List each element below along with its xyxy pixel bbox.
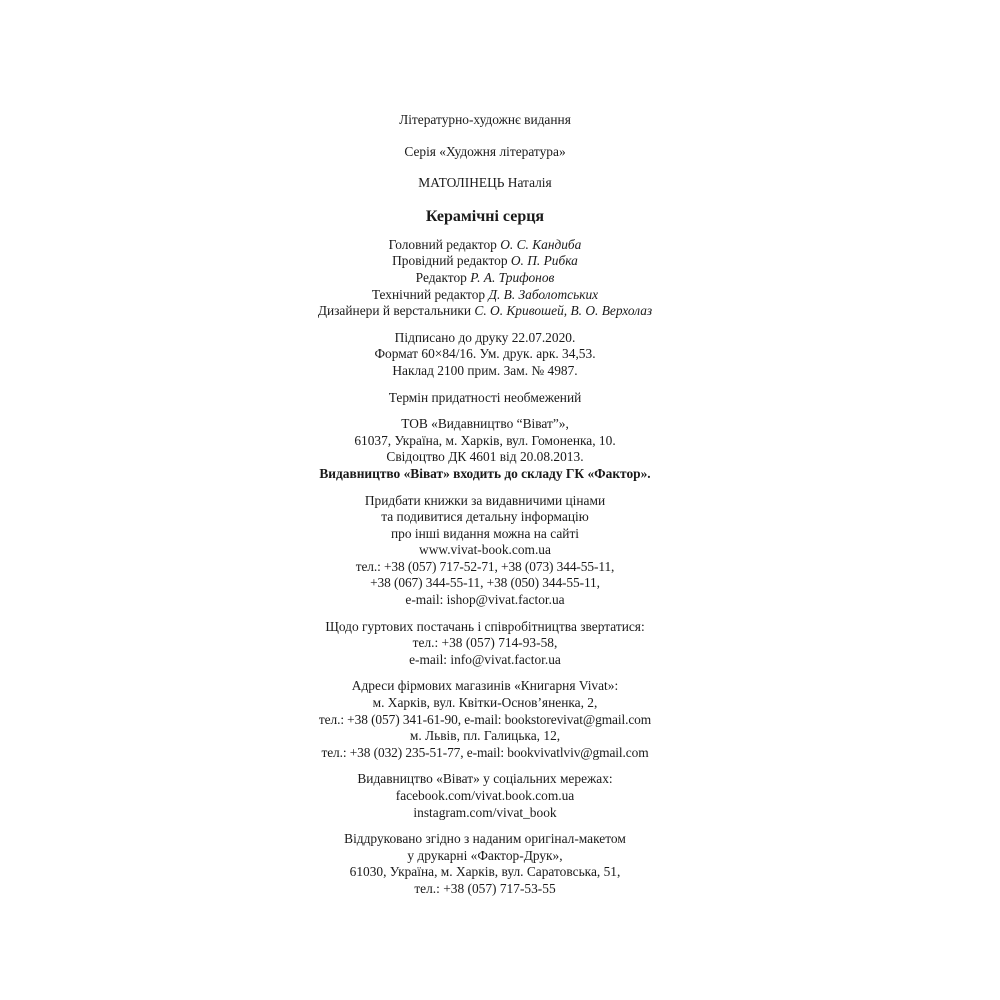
publisher-line: 61037, Україна, м. Харків, вул. Гомоненка, 10. (354, 432, 616, 448)
stores-line: Адреси фірмових магазинів «Книгарня Vivat»: (351, 678, 619, 694)
author-name: МАТОЛІНЕЦЬ Наталія (418, 175, 552, 191)
publisher-info (280, 416, 690, 482)
wholesale-phone: тел.: +38 (057) 714-93-58, (412, 635, 558, 651)
instagram-link[interactable]: instagram.com/vivat_book (413, 804, 557, 820)
wholesale-info (280, 619, 690, 669)
facebook-link[interactable]: facebook.com/vivat.book.com.ua (395, 788, 575, 803)
shop-line: про інші видання можна на сайті (390, 525, 580, 541)
store-address: м. Львів, пл. Галицька, 12, (409, 728, 561, 744)
staff-role: Провідний редактор (392, 253, 508, 269)
staff-name: О. С. Кандиба (500, 236, 582, 252)
staff-line (280, 253, 690, 270)
staff-line (280, 270, 690, 287)
print-info-line: Наклад 2100 прим. Зам. № 4987. (392, 362, 578, 378)
social-line: Видавництво «Віват» у соціальних мережах: (357, 771, 613, 787)
printer-line: 61030, Україна, м. Харків, вул. Саратовська, 51, (349, 864, 621, 880)
printer-info (280, 831, 690, 897)
wholesale-email[interactable]: e-mail: info@vivat.factor.ua (409, 651, 561, 667)
print-info (280, 330, 690, 380)
staff-role: Головний редактор (388, 236, 497, 252)
shop-email[interactable]: e-mail: ishop@vivat.factor.ua (405, 592, 565, 608)
shop-info (280, 493, 690, 609)
print-info-line: Формат 60×84/16. Ум. друк. арк. 34,53. (374, 346, 596, 362)
wholesale-line: Щодо гуртових постачань і співробітництва звертатися: (325, 618, 645, 634)
book-title: Керамічні серця (425, 207, 545, 225)
editorial-staff (280, 237, 690, 320)
staff-role: Технічний редактор (371, 286, 486, 302)
store-address: м. Харків, вул. Квітки-Основ’яненка, 2, (372, 695, 598, 711)
printer-line: тел.: +38 (057) 717-53-55 (414, 880, 556, 896)
edition-type: Літературно-художнє видання (399, 112, 571, 127)
staff-name: Д. В. Заболотських (488, 286, 599, 302)
website-link[interactable]: www.vivat-book.com.ua (419, 542, 551, 558)
staff-name: С. О. Кривошей, В. О. Верхолаз (474, 303, 653, 319)
social-info (280, 771, 690, 821)
shop-line: та подивитися детальну інформацію (381, 509, 589, 525)
store-contact: тел.: +38 (057) 341-61-90, e-mail: bookstorevivat@gmail.com (318, 711, 652, 727)
publisher-line: ТОВ «Видавництво “Віват”», (401, 416, 569, 432)
staff-role: Редактор (415, 269, 467, 285)
staff-name: Р. А. Трифонов (470, 269, 555, 285)
colophon (280, 112, 690, 898)
staff-line (280, 287, 690, 304)
staff-line (280, 303, 690, 320)
shop-phones: тел.: +38 (057) 717-52-71, +38 (073) 344-55-11, (355, 558, 615, 574)
staff-name: О. П. Рибка (510, 253, 578, 269)
shelf-life: Термін придатності необмежений (388, 389, 582, 405)
staff-line (280, 237, 690, 254)
stores-info (280, 678, 690, 761)
printer-line: у друкарні «Фактор-Друк», (407, 847, 563, 863)
series-line: Серія «Художня література» (404, 143, 566, 159)
store-contact: тел.: +38 (032) 235-51-77, e-mail: bookvivatlviv@gmail.com (321, 744, 649, 760)
shop-phones: +38 (067) 344-55-11, +38 (050) 344-55-11, (370, 575, 600, 591)
shop-line: Придбати книжки за видавничими цінами (364, 492, 606, 508)
print-info-line: Підписано до друку 22.07.2020. (394, 329, 576, 345)
printer-line: Віддруковано згідно з наданим оригінал-макетом (344, 831, 626, 847)
publisher-line: Свідоцтво ДК 4601 від 20.08.2013. (386, 449, 584, 465)
staff-role: Дизайнери й верстальники (317, 303, 472, 319)
group-note: Видавництво «Віват» входить до складу ГК «Фактор». (319, 465, 651, 481)
